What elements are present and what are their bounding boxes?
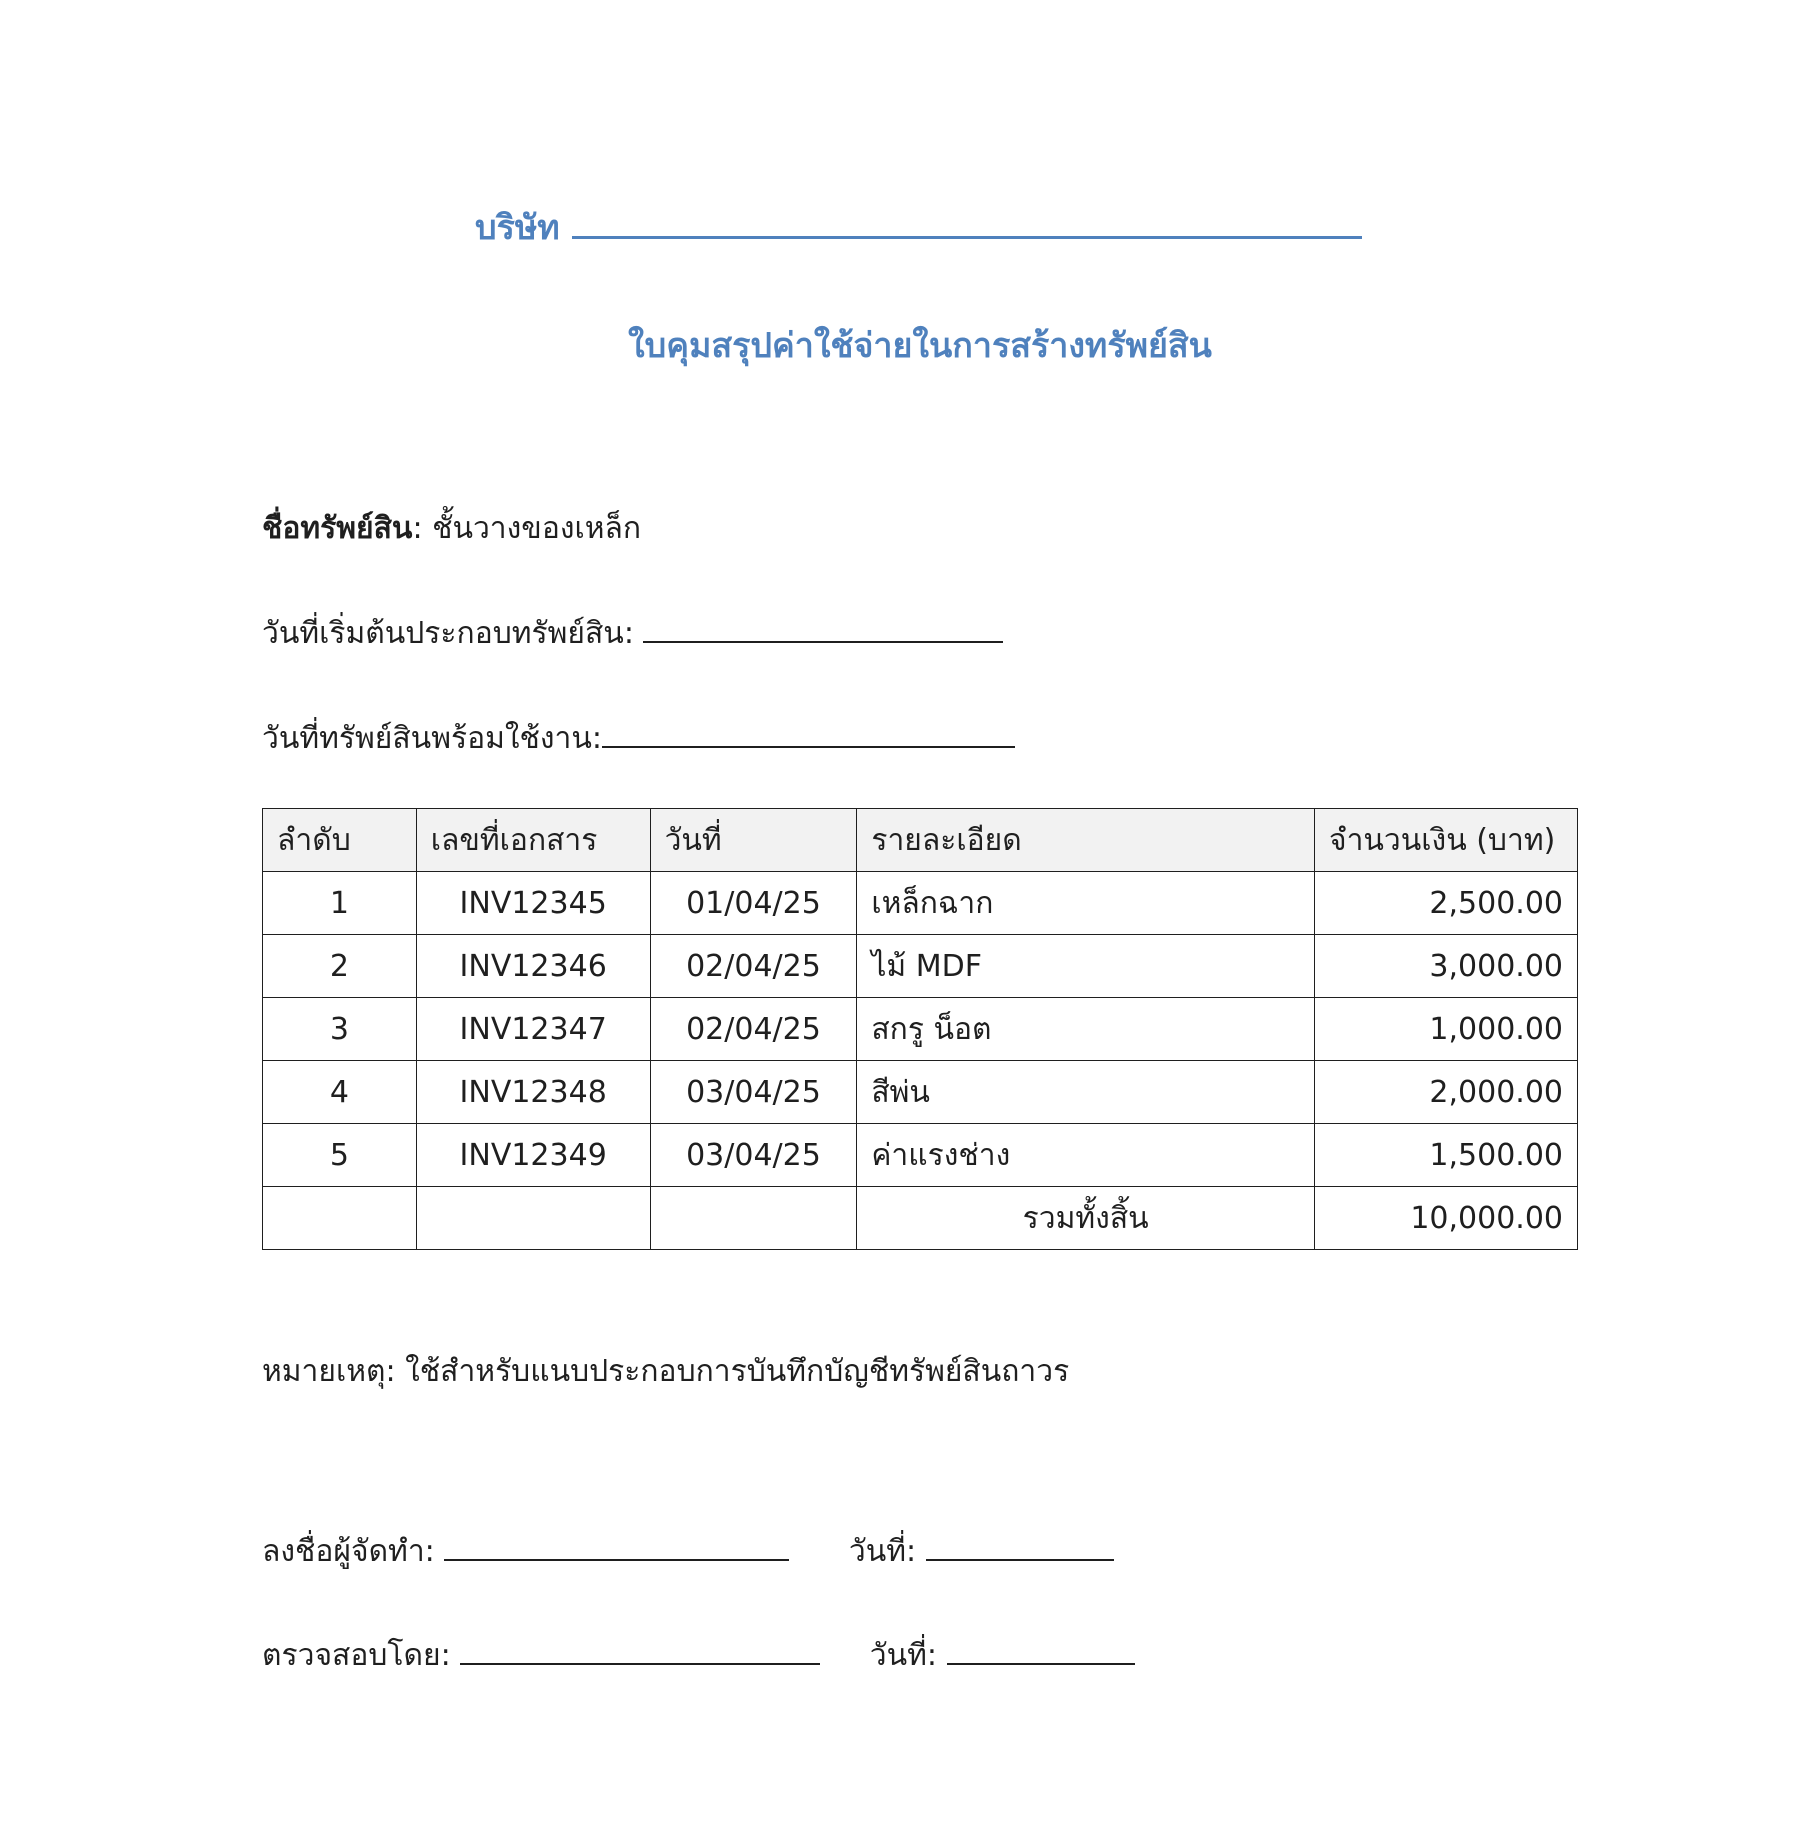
start-date-label: วันที่เริ่มต้นประกอบทรัพย์สิน: (262, 616, 644, 651)
row-date: 01/04/25 (650, 872, 857, 935)
total-row (263, 1187, 1578, 1250)
header-amount: จำนวนเงิน (บาท) (1315, 809, 1578, 872)
prepared-by-line (262, 1528, 1114, 1575)
prepared-date (849, 1528, 1114, 1575)
table-row (263, 998, 1578, 1061)
prepared-date-blank (926, 1531, 1114, 1561)
asset-name-value: : ชั้นวางของเหล็ก (412, 511, 642, 546)
prepared-by-blank (444, 1531, 789, 1561)
total-empty-cell (263, 1187, 417, 1250)
checked-by-label: ตรวจสอบโดย: (262, 1638, 461, 1673)
table-row (263, 935, 1578, 998)
row-no: 4 (263, 1061, 417, 1124)
row-amount: 3,000.00 (1315, 935, 1578, 998)
start-date-field (262, 610, 1003, 657)
row-doc-no: INV12345 (416, 872, 650, 935)
row-no: 2 (263, 935, 417, 998)
table-row (263, 1124, 1578, 1187)
row-no: 3 (263, 998, 417, 1061)
row-no: 5 (263, 1124, 417, 1187)
row-doc-no: INV12347 (416, 998, 650, 1061)
document-title: ใบคุมสรุปค่าใช้จ่ายในการสร้างทรัพย์สิน (628, 326, 1212, 366)
checked-by-line (262, 1632, 1135, 1679)
row-description: ไม้ MDF (857, 935, 1315, 998)
row-description: สีพ่น (857, 1061, 1315, 1124)
row-date: 03/04/25 (650, 1061, 857, 1124)
checked-by-blank (460, 1635, 820, 1665)
row-doc-no: INV12349 (416, 1124, 650, 1187)
row-doc-no: INV12348 (416, 1061, 650, 1124)
row-description: สกรู น็อต (857, 998, 1315, 1061)
total-empty-cell (416, 1187, 650, 1250)
table-row (263, 872, 1578, 935)
expense-table (262, 808, 1578, 1250)
start-date-blank (643, 613, 1003, 643)
asset-name-field (262, 505, 641, 552)
row-description: ค่าแรงช่าง (857, 1124, 1315, 1187)
row-description: เหล็กฉาก (857, 872, 1315, 935)
row-amount: 2,500.00 (1315, 872, 1578, 935)
header-date: วันที่ (650, 809, 857, 872)
row-amount: 1,500.00 (1315, 1124, 1578, 1187)
ready-date-field (262, 715, 1015, 762)
checked-date-blank (947, 1635, 1135, 1665)
checked-date (870, 1632, 1135, 1679)
ready-date-blank (602, 718, 1015, 748)
asset-name-label: ชื่อทรัพย์สิน (262, 511, 413, 546)
total-empty-cell (650, 1187, 857, 1250)
total-label: รวมทั้งสิ้น (857, 1187, 1315, 1250)
prepared-by-label: ลงชื่อผู้จัดทำ: (262, 1534, 445, 1569)
row-amount: 1,000.00 (1315, 998, 1578, 1061)
note-text: หมายเหตุ: ใช้สำหรับแนบประกอบการบันทึกบัญชีทรัพย์สินถาวร (262, 1354, 1070, 1389)
row-date: 02/04/25 (650, 998, 857, 1061)
company-name-blank (572, 204, 1362, 239)
prepared-date-label: วันที่: (848, 1534, 926, 1569)
company-title-line (475, 200, 1362, 254)
header-doc-no: เลขที่เอกสาร (416, 809, 650, 872)
table-header-row (263, 809, 1578, 872)
row-date: 03/04/25 (650, 1124, 857, 1187)
ready-date-label: วันที่ทรัพย์สินพร้อมใช้งาน: (262, 721, 602, 756)
total-amount: 10,000.00 (1315, 1187, 1578, 1250)
table-row (263, 1061, 1578, 1124)
row-no: 1 (263, 872, 417, 935)
checked-date-label: วันที่: (869, 1638, 947, 1673)
row-doc-no: INV12346 (416, 935, 650, 998)
header-no: ลำดับ (263, 809, 417, 872)
company-label: บริษัท (475, 208, 560, 248)
row-date: 02/04/25 (650, 935, 857, 998)
header-description: รายละเอียด (857, 809, 1315, 872)
row-amount: 2,000.00 (1315, 1061, 1578, 1124)
